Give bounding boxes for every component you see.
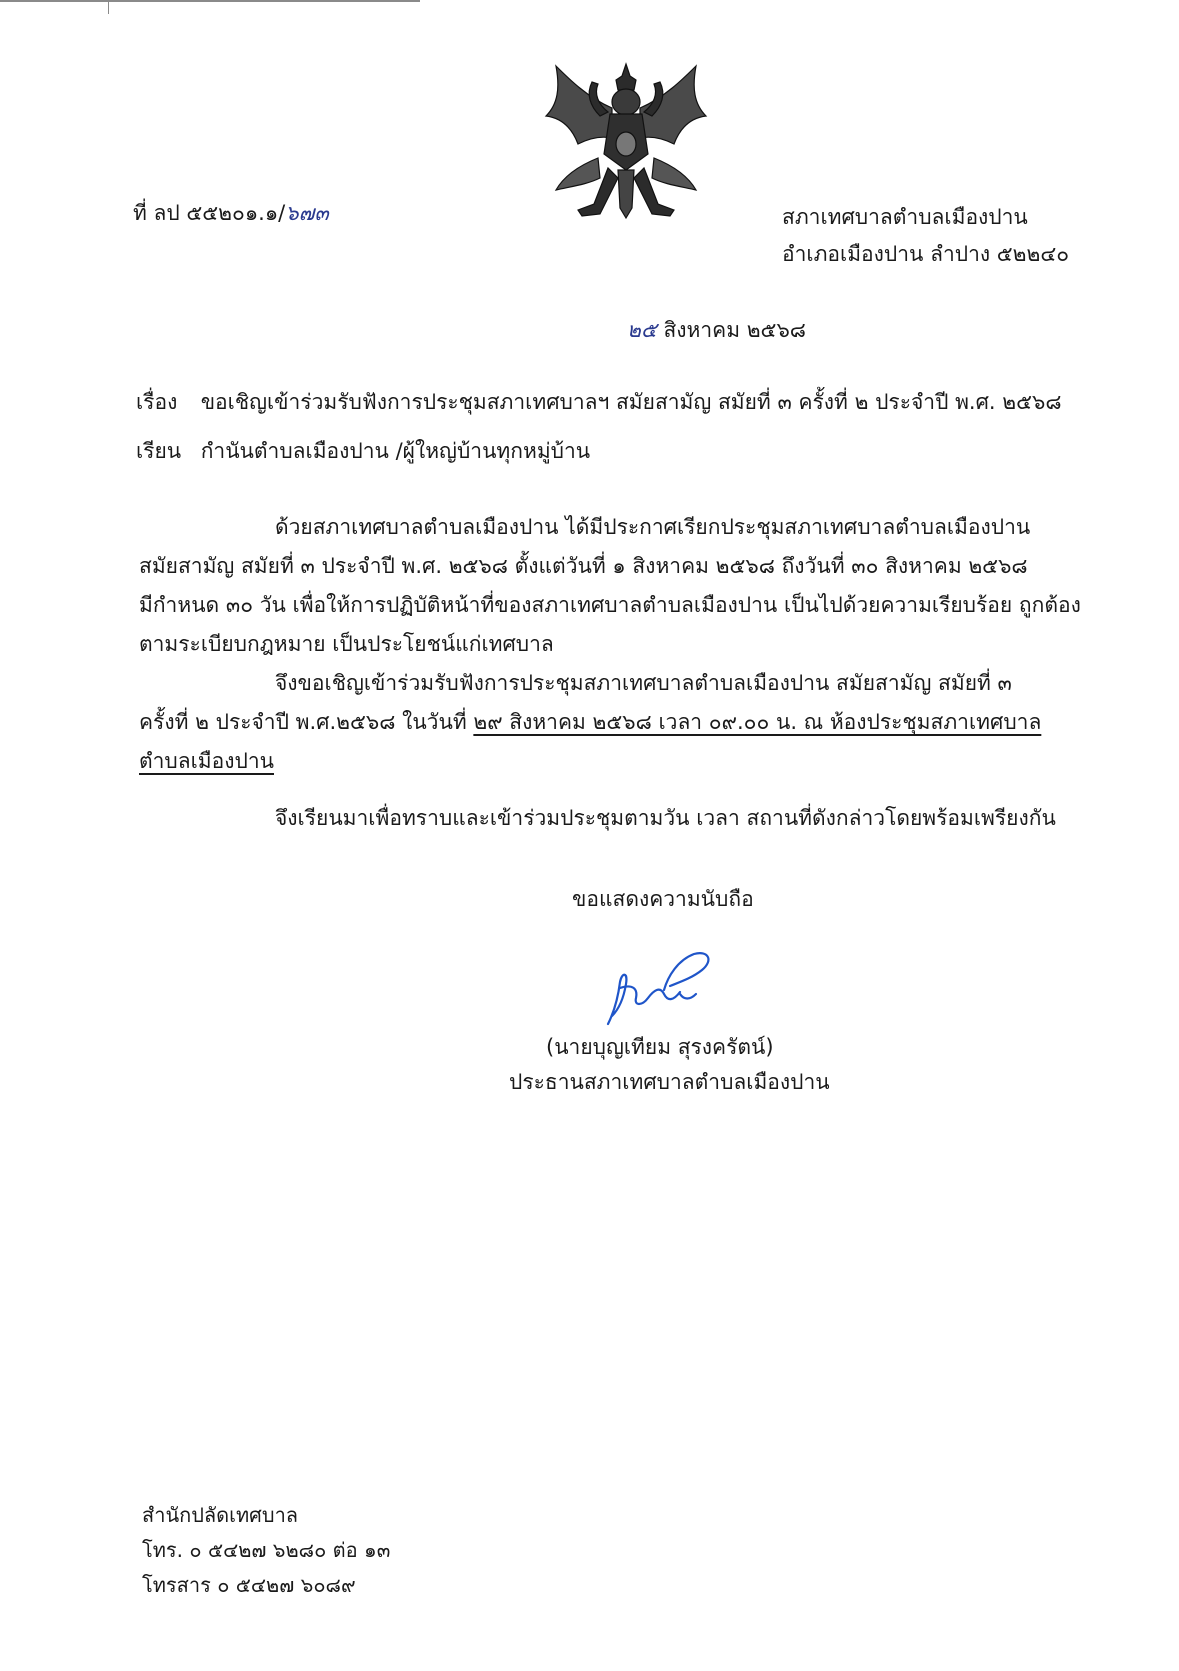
reference-label: ที่ ลป ๕๕๒๐๑.๑/ — [133, 201, 286, 225]
paragraph-line: ตามระเบียบกฎหมาย เป็นประโยชน์แก่เทศบาล — [139, 632, 554, 656]
signer-title: ประธานสภาเทศบาลตำบลเมืองปาน — [509, 1070, 830, 1094]
subject-text: ขอเชิญเข้าร่วมรับฟังการประชุมสภาเทศบาลฯ สมัยสามัญ สมัยที่ ๓ ครั้งที่ ๒ ประจำปี พ.ศ. ๒๕๖๘ — [200, 390, 1062, 414]
sender-address: อำเภอเมืองปาน ลำปาง ๕๒๒๔๐ — [782, 242, 1070, 266]
addressee-text: กำนันตำบลเมืองปาน /ผู้ใหญ่บ้านทุกหมู่บ้าน — [200, 439, 591, 463]
closing-paragraph: จึงเรียนมาเพื่อทราบและเข้าร่วมประชุมตามวัน เวลา สถานที่ดังกล่าวโดยพร้อมเพรียงกัน — [275, 806, 1056, 830]
reference-number — [133, 198, 329, 228]
footer-office: สำนักปลัดเทศบาล — [142, 1503, 299, 1527]
meeting-intro-text: ครั้งที่ ๒ ประจำปี พ.ศ.๒๕๖๘ ในวันที่ — [139, 710, 474, 734]
signature-icon — [598, 942, 718, 1032]
scan-edge — [0, 0, 420, 2]
garuda-emblem-icon — [538, 58, 714, 228]
meeting-date-place: ๒๙ สิงหาคม ๒๕๖๘ เวลา ๐๙.๐๐ น. ณ ห้องประชุมสภาเทศบาล — [473, 710, 1042, 734]
reference-handwritten-number: ๖๗๓ — [285, 201, 329, 225]
footer-phone: โทร. ๐ ๕๔๒๗ ๖๒๘๐ ต่อ ๑๓ — [142, 1538, 391, 1562]
body-paragraph-2 — [139, 664, 1041, 781]
closing-phrase: ขอแสดงความนับถือ — [572, 887, 754, 911]
footer-contact — [142, 1498, 390, 1603]
subject-line — [136, 387, 1062, 417]
signer-name: (นายบุญเทียม สุรงครัตน์) — [546, 1035, 774, 1059]
letter-date — [627, 315, 806, 345]
footer-fax: โทรสาร ๐ ๕๔๒๗ ๖๐๘๙ — [142, 1573, 356, 1597]
scan-edge-tick — [108, 0, 109, 14]
subject-label: เรื่อง — [136, 390, 178, 414]
paragraph-line — [139, 742, 1041, 781]
addressee-label: เรียน — [136, 439, 182, 463]
addressee-line — [136, 436, 590, 466]
date-day-handwritten: ๒๕ — [627, 318, 657, 342]
meeting-place-continued: ตำบลเมืองปาน — [139, 749, 274, 773]
paragraph-line: สมัยสามัญ สมัยที่ ๓ ประจำปี พ.ศ. ๒๕๖๘ ตั้งแต่วันที่ ๑ สิงหาคม ๒๕๖๘ ถึงวันที่ ๓๐ สิงหาคม ๒๕๖๘ — [139, 554, 1028, 578]
body-paragraph-1 — [139, 508, 1081, 664]
paragraph-line: ด้วยสภาเทศบาลตำบลเมืองปาน ได้มีประกาศเรียกประชุมสภาเทศบาลตำบลเมืองปาน — [275, 515, 1031, 539]
date-month-year: สิงหาคม ๒๕๖๘ — [663, 318, 806, 342]
sender-organization: สภาเทศบาลตำบลเมืองปาน — [782, 205, 1028, 229]
paragraph-line — [139, 703, 1041, 742]
paragraph-line: จึงขอเชิญเข้าร่วมรับฟังการประชุมสภาเทศบาลตำบลเมืองปาน สมัยสามัญ สมัยที่ ๓ — [275, 671, 1012, 695]
paragraph-line: มีกำหนด ๓๐ วัน เพื่อให้การปฏิบัติหน้าที่ของสภาเทศบาลตำบลเมืองปาน เป็นไปด้วยความเรียบร้อย ถูกต้อง — [139, 593, 1081, 617]
